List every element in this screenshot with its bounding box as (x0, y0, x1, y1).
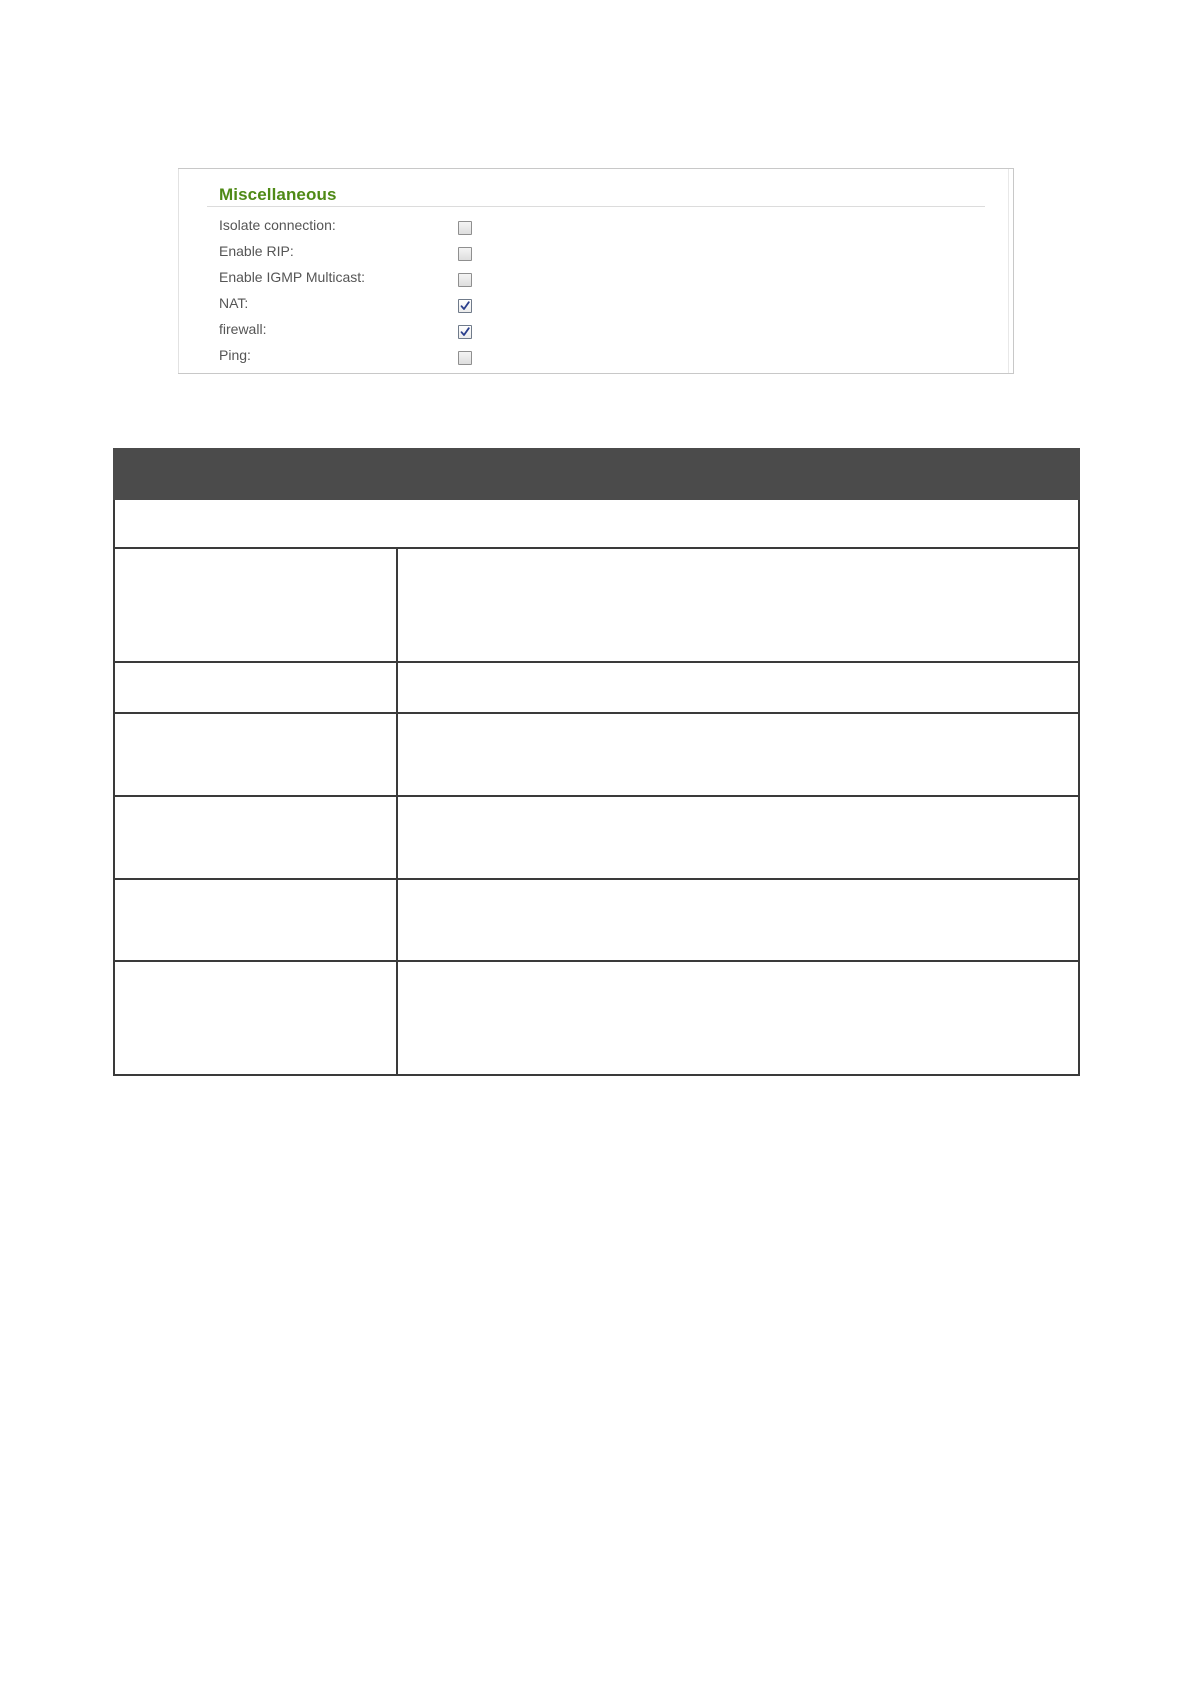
desc-cell (397, 713, 1079, 796)
option-label: Enable IGMP Multicast: (219, 269, 366, 285)
option-label: Isolate connection: (219, 217, 336, 233)
isolate-connection-checkbox[interactable] (458, 221, 472, 235)
section-title: Miscellaneous (219, 185, 337, 204)
table-row (114, 548, 1079, 662)
nat-checkbox[interactable] (458, 299, 472, 313)
table-section-title (114, 499, 1079, 548)
option-row-enable-rip (178, 241, 1013, 265)
desc-cell (397, 796, 1079, 879)
param-cell (114, 879, 397, 961)
option-row-isolate-connection (178, 215, 1013, 239)
parameters-table (113, 448, 1080, 1076)
param-cell (114, 961, 397, 1075)
param-cell (114, 548, 397, 662)
check-mark-icon (460, 327, 470, 337)
enable-rip-checkbox[interactable] (458, 247, 472, 261)
table-row (114, 961, 1079, 1075)
option-row-nat (178, 293, 1013, 317)
param-cell (114, 662, 397, 713)
desc-cell (397, 961, 1079, 1075)
table-header (114, 449, 1079, 499)
firewall-checkbox[interactable] (458, 325, 472, 339)
section-divider (207, 206, 985, 207)
option-label: firewall: (219, 321, 267, 337)
check-mark-icon (460, 301, 470, 311)
option-row-firewall (178, 319, 1013, 343)
option-row-enable-igmp-multicast (178, 267, 1013, 291)
table-row (114, 879, 1079, 961)
param-cell (114, 796, 397, 879)
option-label: NAT: (219, 295, 249, 311)
desc-cell (397, 879, 1079, 961)
option-label: Ping: (219, 347, 251, 363)
miscellaneous-panel (178, 168, 1014, 374)
enable-igmp-multicast-checkbox[interactable] (458, 273, 472, 287)
param-cell (114, 713, 397, 796)
table-header-row (114, 449, 1079, 499)
desc-cell (397, 662, 1079, 713)
desc-cell (397, 548, 1079, 662)
table-row (114, 713, 1079, 796)
option-row-ping (178, 345, 1013, 369)
ping-checkbox[interactable] (458, 351, 472, 365)
table-row (114, 662, 1079, 713)
table-section-row (114, 499, 1079, 548)
option-label: Enable RIP: (219, 243, 294, 259)
table-row (114, 796, 1079, 879)
